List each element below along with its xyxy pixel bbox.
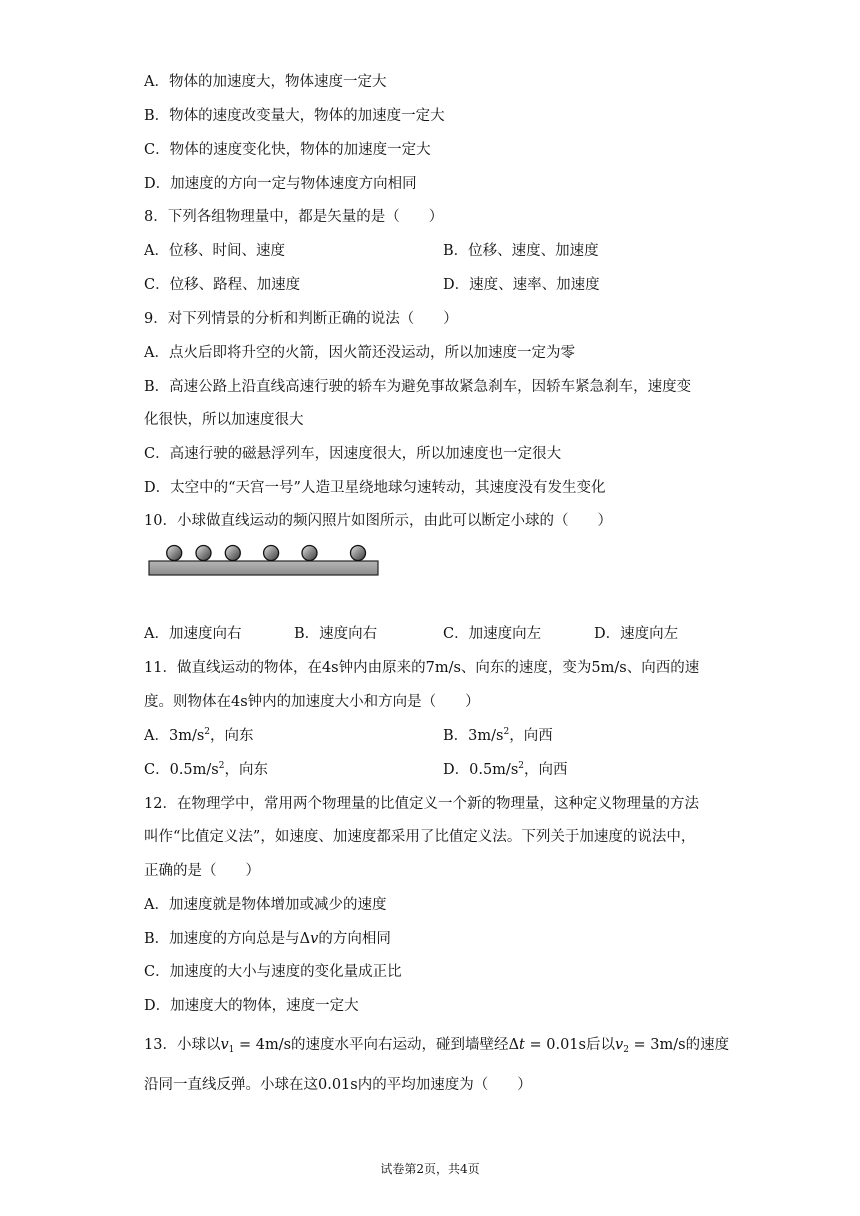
- q9-option-a: A．点火后即将升空的火箭，因火箭还没运动，所以加速度一定为零: [144, 345, 575, 361]
- q12-option-c: C．加速度的大小与速度的变化量成正比: [144, 964, 402, 980]
- q10-option-c: C．加速度向左: [443, 626, 542, 642]
- q9-option-d: D．太空中的“天宫一号”人造卫星绕地球匀速转动，其速度没有发生变化: [144, 480, 606, 496]
- ball-4: [264, 546, 279, 561]
- q8-stem: 8．下列各组物理量中，都是矢量的是（ ）: [144, 209, 444, 225]
- q10-stem: 10．小球做直线运动的频闪照片如图所示，由此可以断定小球的（ ）: [144, 513, 612, 529]
- q12-stem-line1: 12．在物理学中，常用两个物理量的比值定义一个新的物理量，这种定义物理量的方法: [144, 796, 699, 812]
- q8-option-c: C．位移、路程、加速度: [144, 277, 301, 293]
- ball-6: [351, 546, 366, 561]
- q12-option-a: A．加速度就是物体增加或减少的速度: [144, 897, 387, 913]
- q7-option-a: A．物体的加速度大，物体速度一定大: [144, 74, 387, 90]
- q12-stem-line2: 叫作“比值定义法”，如速度、加速度都采用了比值定义法。下列关于加速度的说法中，: [144, 829, 696, 845]
- q7-option-c: C．物体的速度变化快，物体的加速度一定大: [144, 142, 431, 158]
- q7-option-b: B．物体的速度改变量大，物体的加速度一定大: [144, 108, 445, 124]
- q13-stem-line1: 13．小球以$v_1 = 4m/s$的速度水平向右运动，碰到墙壁经Δt = 0.01s后以$v_2 = 3m/s$的速度: [144, 1037, 730, 1055]
- track-board: [149, 561, 378, 575]
- q8-option-b: B．位移、速度、加速度: [443, 243, 599, 259]
- q10-option-d: D．速度向左: [594, 626, 679, 642]
- ball-3: [225, 546, 240, 561]
- q9-option-b-line2: 化很快，所以加速度很大: [144, 412, 304, 428]
- ball-5: [302, 546, 317, 561]
- q13-stem-line2: 沿同一直线反弹。小球在这0.01s内的平均加速度为（ ）: [144, 1077, 532, 1093]
- q8-option-d: D．速度、速率、加速度: [443, 277, 600, 293]
- q12-stem-line3: 正确的是（ ）: [144, 863, 260, 879]
- q11-option-b: B．$3m/s^2$，向西: [443, 727, 553, 744]
- q11-option-d: D．$0.5m/s^2$，向西: [443, 761, 568, 778]
- q11-option-a: A．$3m/s^2$，向东: [144, 727, 254, 744]
- q9-stem: 9．对下列情景的分析和判断正确的说法（ ）: [144, 311, 458, 327]
- q7-option-d: D．加速度的方向一定与物体速度方向相同: [144, 176, 417, 192]
- ball-1: [167, 546, 182, 561]
- q12-option-b: B．加速度的方向总是与Δv的方向相同: [144, 931, 391, 947]
- q8-option-a: A．位移、时间、速度: [144, 243, 285, 259]
- q11-stem-line2: 度。则物体在4s钟内的加速度大小和方向是（ ）: [144, 694, 480, 710]
- q10-option-b: B．速度向右: [294, 626, 378, 642]
- ball-2: [196, 546, 211, 561]
- q12-option-d: D．加速度大的物体，速度一定大: [144, 998, 359, 1014]
- strobe-photo-figure: [148, 544, 382, 580]
- q9-option-b-line1: B．高速公路上沿直线高速行驶的轿车为避免事故紧急刹车，因轿车紧急刹车，速度变: [144, 379, 692, 395]
- q9-option-c: C．高速行驶的磁悬浮列车，因速度很大，所以加速度也一定很大: [144, 446, 562, 462]
- page-footer: 试卷第2页，共4页: [380, 1162, 480, 1176]
- q11-stem-line1: 11．做直线运动的物体，在4s钟内由原来的7m/s、向东的速度，变为5m/s、向西的速: [144, 660, 700, 676]
- ball-group: [167, 546, 366, 561]
- q10-option-a: A．加速度向右: [144, 626, 242, 642]
- q11-option-c: C．$0.5m/s^2$，向东: [144, 761, 268, 778]
